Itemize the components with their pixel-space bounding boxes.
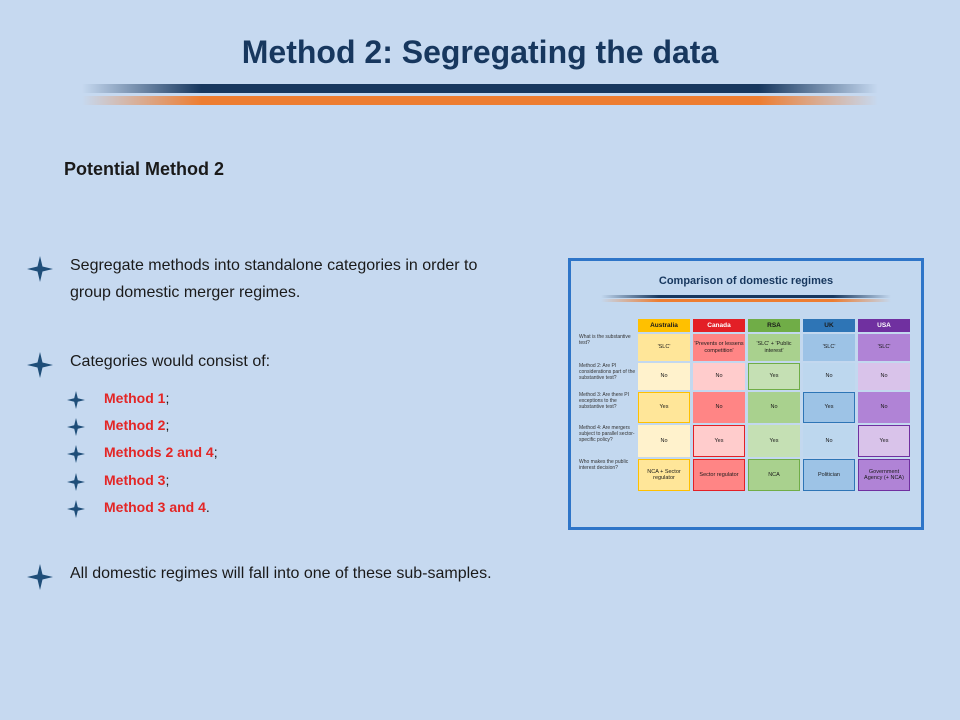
table-cell: 'SLC' (638, 334, 690, 361)
method-suffix: ; (165, 417, 170, 433)
method-suffix: ; (213, 444, 218, 460)
table-cell: Yes (858, 425, 910, 457)
table-cell: No (858, 392, 910, 423)
method-suffix: . (205, 499, 210, 515)
method-label: Method 3 and 4 (104, 499, 206, 515)
four-point-star-icon (66, 444, 86, 464)
bullet-text: All domestic regimes will fall into one of these sub-samples. (70, 565, 492, 582)
method-label: Method 3 (104, 472, 166, 488)
sub-bullet-item (66, 388, 169, 408)
table-row-question: Method 4: Are mergers subject to parallel sector-specific policy? (579, 425, 635, 443)
title-rule-blue (82, 84, 878, 93)
table-cell: Yes (638, 392, 690, 423)
table-cell: No (638, 425, 690, 457)
sub-bullet-item (66, 470, 169, 490)
slide-title: Method 2: Segregating the data (241, 34, 719, 70)
comparison-table-figure (568, 258, 924, 530)
table-column-header: UK (803, 319, 855, 332)
method-suffix: ; (165, 390, 170, 406)
figure-rule-blue (601, 295, 891, 298)
table-cell: NCA + Sector regulator (638, 459, 690, 491)
table-cell: No (748, 392, 800, 423)
table-cell: 'SLC' (803, 334, 855, 361)
four-point-star-icon (66, 417, 86, 437)
bullet-item (26, 252, 506, 306)
table-column-header: USA (858, 319, 910, 332)
figure-title: Comparison of domestic regimes (658, 275, 834, 287)
bullet-item (26, 348, 506, 375)
table-cell: Yes (748, 363, 800, 390)
table-cell: Yes (803, 392, 855, 423)
four-point-star-icon (26, 563, 54, 591)
table-cell: Yes (748, 425, 800, 457)
table-cell: 'SLC' (858, 334, 910, 361)
bullet-text: Categories would consist of: (70, 353, 271, 370)
table-cell: 'SLC' + 'Public interest' (748, 334, 800, 361)
figure-rule-orange (601, 299, 891, 302)
sub-bullet-item (66, 497, 210, 517)
bullet-text: Segregate methods into standalone categories in order to group domestic merger regimes. (70, 257, 478, 301)
table-cell: No (803, 363, 855, 390)
bullet-item (26, 560, 506, 587)
four-point-star-icon (66, 472, 86, 492)
title-rule-orange (82, 96, 878, 105)
table-cell: No (638, 363, 690, 390)
sub-bullet-item (66, 442, 218, 462)
table-cell: NCA (748, 459, 800, 491)
table-cell: Yes (693, 425, 745, 457)
slide-subtitle: Potential Method 2 (64, 159, 225, 179)
sub-bullet-item (66, 415, 169, 435)
method-label: Methods 2 and 4 (104, 444, 214, 460)
method-label: Method 2 (104, 417, 166, 433)
four-point-star-icon (26, 255, 54, 283)
four-point-star-icon (66, 390, 86, 410)
method-label: Method 1 (104, 390, 166, 406)
table-cell: Sector regulator (693, 459, 745, 491)
table-cell: No (803, 425, 855, 457)
table-column-header: Australia (638, 319, 690, 332)
method-suffix: ; (165, 472, 170, 488)
table-cell: Government Agency (+ NCA) (858, 459, 910, 491)
table-row-question: Who makes the public interest decision? (579, 459, 629, 471)
table-cell: No (858, 363, 910, 390)
four-point-star-icon (66, 499, 86, 519)
four-point-star-icon (26, 351, 54, 379)
table-cell: No (693, 392, 745, 423)
table-row-question: Method 3: Are there PI exceptions to the substantive test? (579, 392, 630, 410)
table-cell: Politician (803, 459, 855, 491)
table-row-question: Method 2: Are PI considerations part of the substantive test? (579, 363, 636, 381)
table-row-question: What is the substantive test? (579, 334, 631, 346)
table-cell: 'Prevents or lessens competition' (693, 334, 745, 361)
table-column-header: RSA (748, 319, 800, 332)
table-column-header: Canada (693, 319, 745, 332)
table-cell: No (693, 363, 745, 390)
